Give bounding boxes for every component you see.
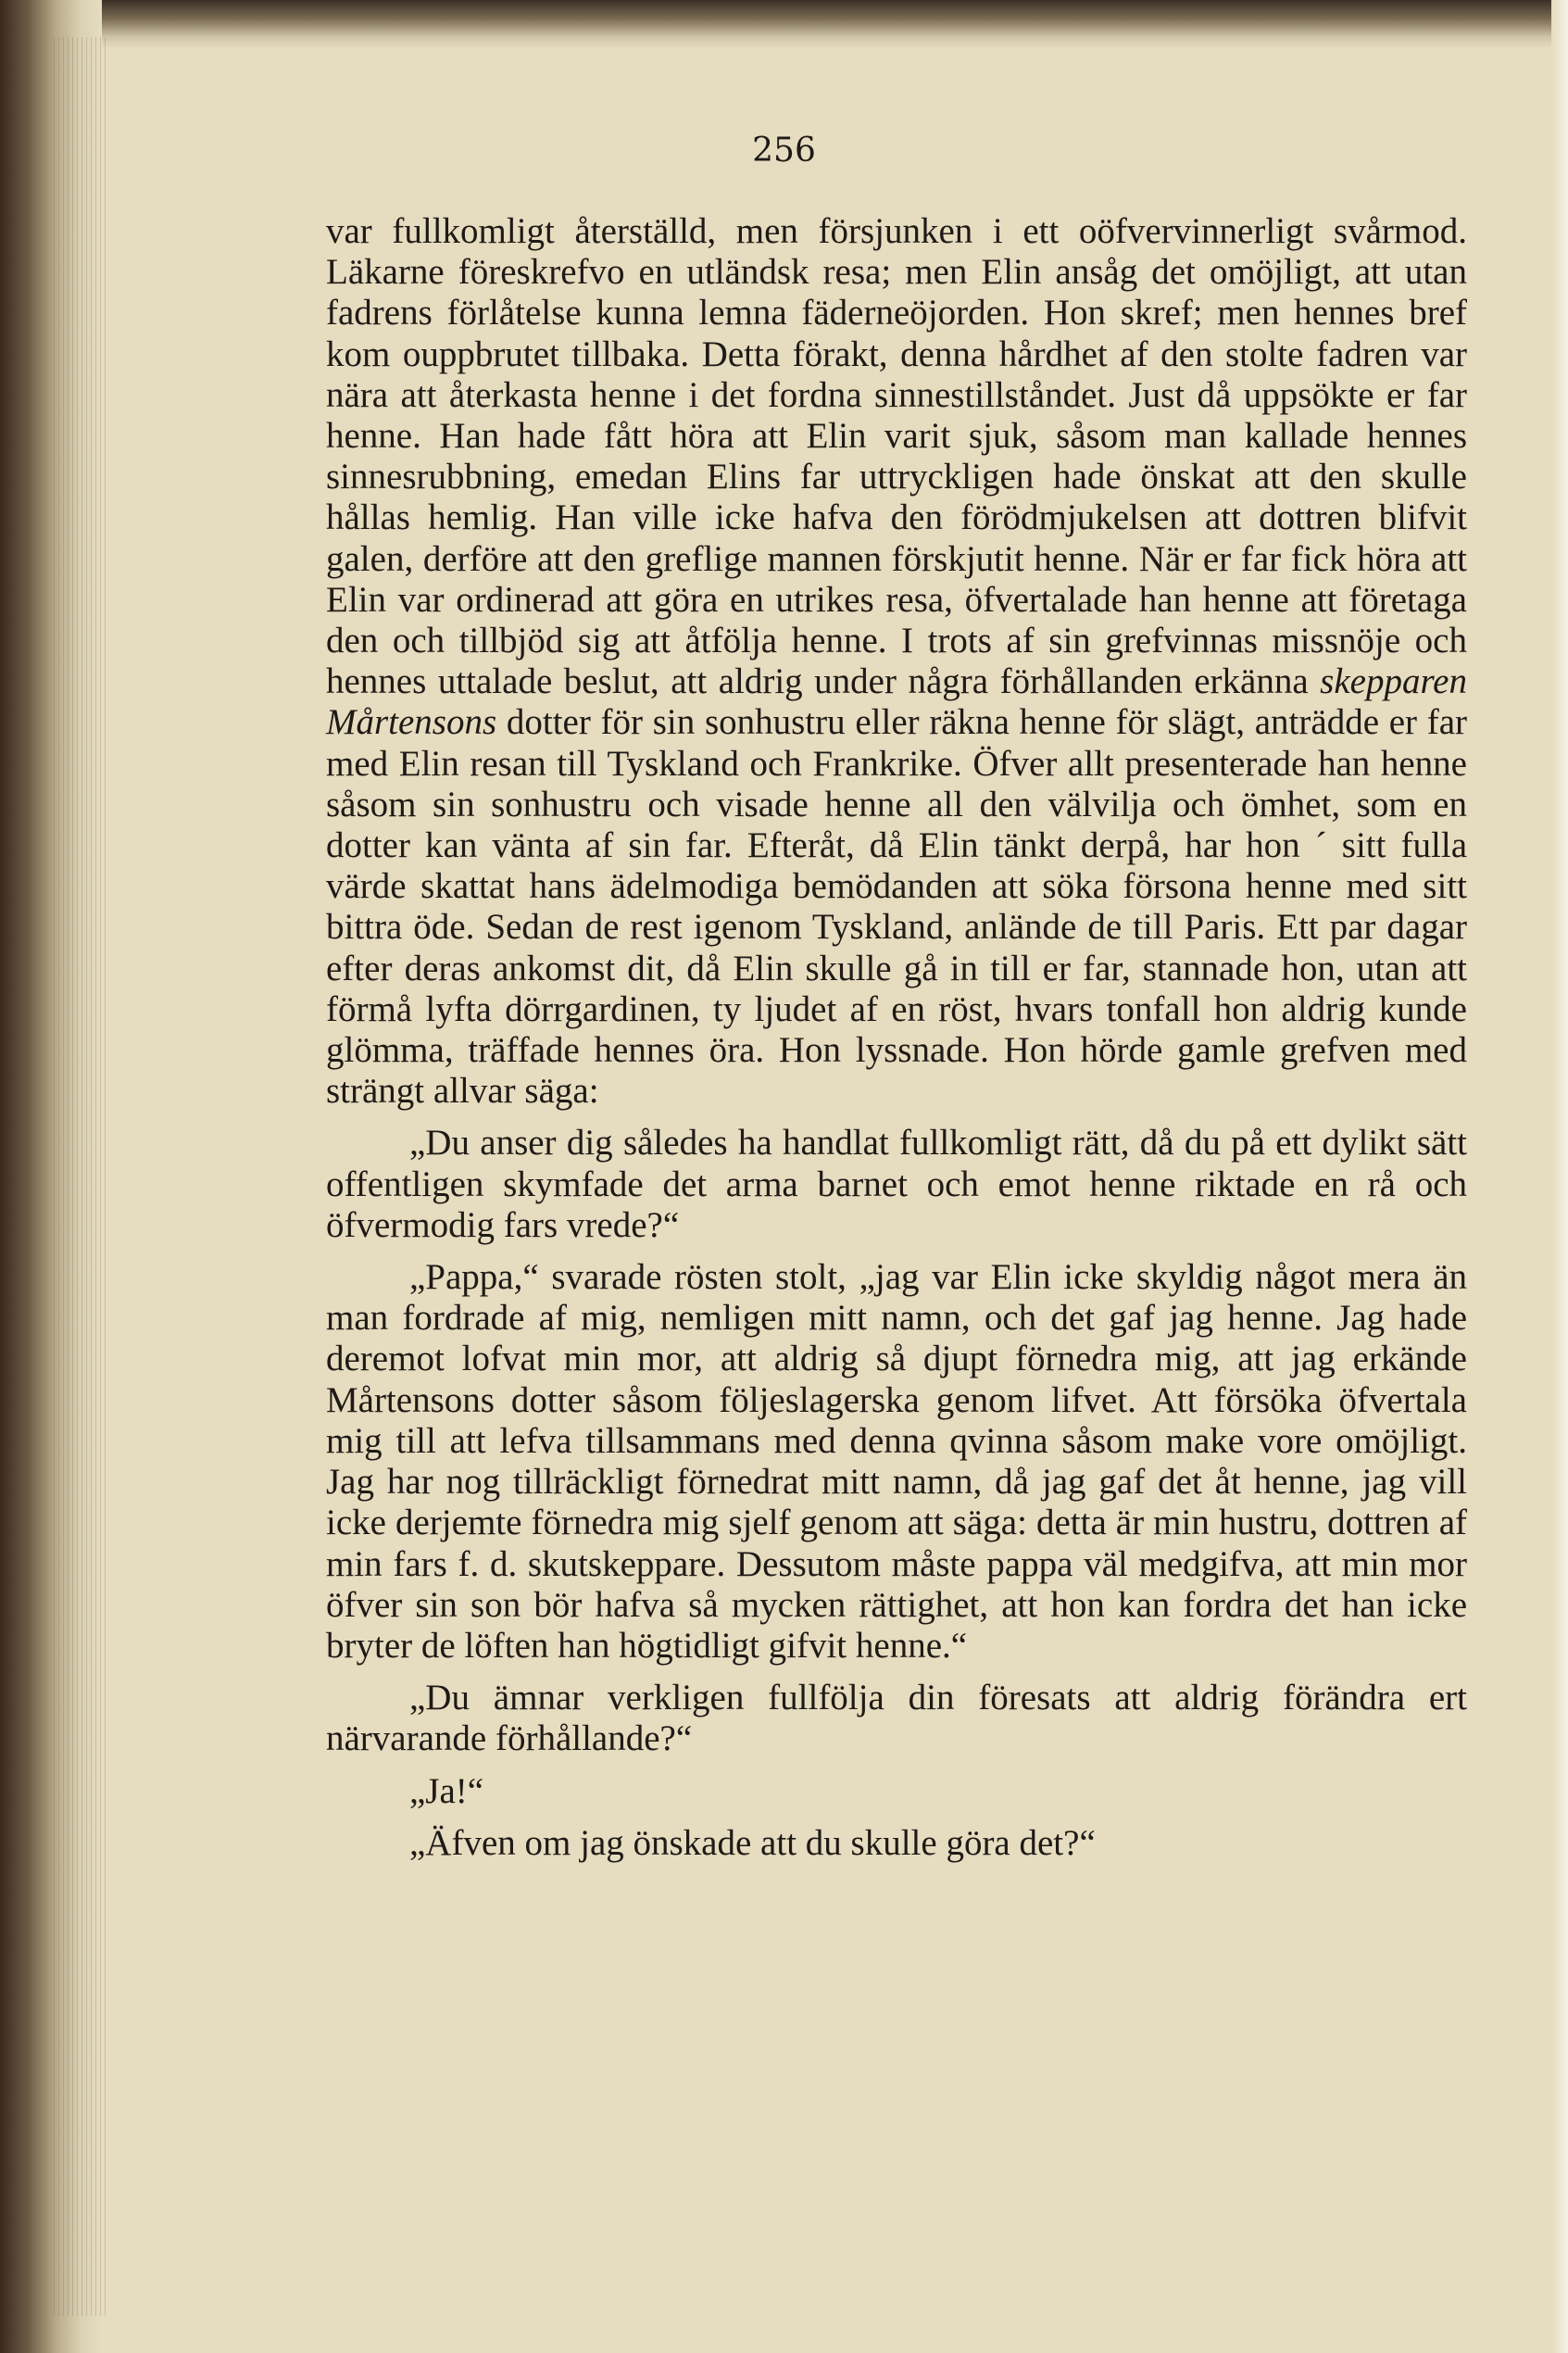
paragraph bbox=[326, 1678, 1467, 1759]
paragraph bbox=[326, 211, 1467, 1112]
text-run: „Äfven om jag önskade att du skulle göra det?“ bbox=[409, 1822, 1096, 1863]
page-right-edge bbox=[1551, 0, 1568, 2353]
paragraph bbox=[326, 1257, 1467, 1667]
text-run: dotter för sin sonhustru eller räkna henne för slägt, anträdde er far med Elin resan till Tyskland och Frankrike. Öfver allt presenterade han henne såsom sin sonhustru och visade henne all den välvilja och ömhet, som en dotter kan vänta af sin far. Efteråt, då Elin tänkt derpå, har hon ´ sitt fulla värde skattat hans ädelmodiga bemödanden att söka försona henne med sitt bittra öde. Sedan de rest igenom Tyskland, anlände de till Paris. Ett par dagar efter deras ankomst dit, då Elin skulle gå in till er far, stannade hon, utan att förmå lyfta dörrgardinen, ty ljudet af en röst, hvars tonfall hon aldrig kunde glömma, träffade hennes öra. Hon lyssnade. Hon hörde gamle grefven med strängt allvar säga: bbox=[326, 702, 1467, 1112]
paragraph bbox=[326, 1123, 1467, 1246]
text-run: „Du anser dig således ha handlat fullkomligt rätt, då du på ett dylikt sätt offentligen skymfade det arma barnet och emot henne riktade en rå och öfvermodig fars vrede?“ bbox=[326, 1123, 1467, 1245]
paragraph bbox=[326, 1823, 1467, 1864]
body-text bbox=[326, 211, 1467, 1875]
text-run: „Du ämnar verkligen fullfölja din föresats att aldrig förändra ert närvarande förhållande?“ bbox=[326, 1678, 1467, 1759]
page-number: 256 bbox=[752, 132, 816, 170]
text-run: „Ja!“ bbox=[409, 1770, 484, 1811]
page-stack-edge bbox=[54, 37, 109, 2316]
italic-text: skepparen Mårtensons bbox=[326, 661, 1467, 743]
text-run: var fullkomligt återställd, men försjunken i ett oöfvervinnerligt svårmod. Läkarne föreskrefvo en utländsk resa; men Elin ansåg det omöjligt, att utan fadrens förlåtelse kunna lemna fäderneöjorden. Hon skref; men hennes bref kom ouppbrutet tillbaka. Detta förakt, denna hårdhet af den stolte fadren var nära att återkasta henne i det fordna sinnestillståndet. Just då uppsökte er far henne. Han hade fått höra att Elin varit sjuk, såsom man kallade hennes sinnesrubbning, emedan Elins far uttryckligen hade önskat att den skulle hållas hemlig. Han ville icke hafva den förödmjukelsen att dottren blifvit galen, derföre att den greflige mannen förskjutit henne. När er far fick höra att Elin var ordinerad att göra en utrikes resa, öfvertalade han henne att företaga den och tillbjöd sig att åtfölja henne. I trots af sin grefvinnas missnöje och hennes uttalade beslut, att aldrig under några förhållanden erkänna bbox=[326, 211, 1467, 702]
page-top-edge bbox=[0, 0, 1568, 48]
paragraph bbox=[326, 1771, 1467, 1812]
text-run: „Pappa,“ svarade rösten stolt, „jag var Elin icke skyldig något mera än man fordrade af mig, nemligen mitt namn, och det gaf jag henne. Jag hade deremot lofvat min mor, att aldrig så djupt förnedra mig, att jag erkände Mårtensons dotter såsom följeslagerska genom lifvet. Att försöka öfvertala mig till att lefva tillsammans med denna qvinna såsom make vore omöjligt. Jag har nog tillräckligt förnedrat mitt namn, då jag gaf det åt henne, jag vill icke derjemte förnedra mig sjelf genom att säga: detta är min hustru, dottren af min fars f. d. skutskeppare. Dessutom måste pappa väl medgifva, att min mor öfver sin son bör hafva så mycken rättighet, att hon kan fordra det han icke bryter de löften han högtidligt gifvit henne.“ bbox=[326, 1257, 1467, 1666]
